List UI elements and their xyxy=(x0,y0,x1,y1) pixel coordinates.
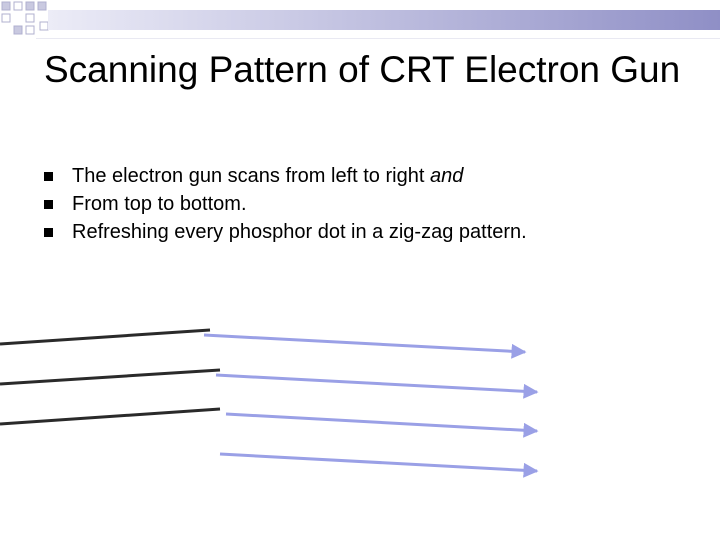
scan-line-arrow xyxy=(220,454,537,471)
bullet-text: From top to bottom. xyxy=(72,193,247,215)
retrace-line xyxy=(0,330,210,344)
bullet-text: Refreshing every phosphor dot in a zig-zag pattern. xyxy=(72,221,527,243)
scan-line-arrow xyxy=(226,414,537,431)
scan-line-arrow xyxy=(204,335,525,352)
retrace-line xyxy=(0,370,220,384)
bullet-text: The electron gun scans from left to right xyxy=(72,165,430,187)
bullet-emphasis: and xyxy=(429,165,464,187)
slide-title: Scanning Pattern of CRT Electron Gun xyxy=(44,49,681,90)
scan-line-arrow xyxy=(216,375,537,392)
retrace-line xyxy=(0,409,220,424)
